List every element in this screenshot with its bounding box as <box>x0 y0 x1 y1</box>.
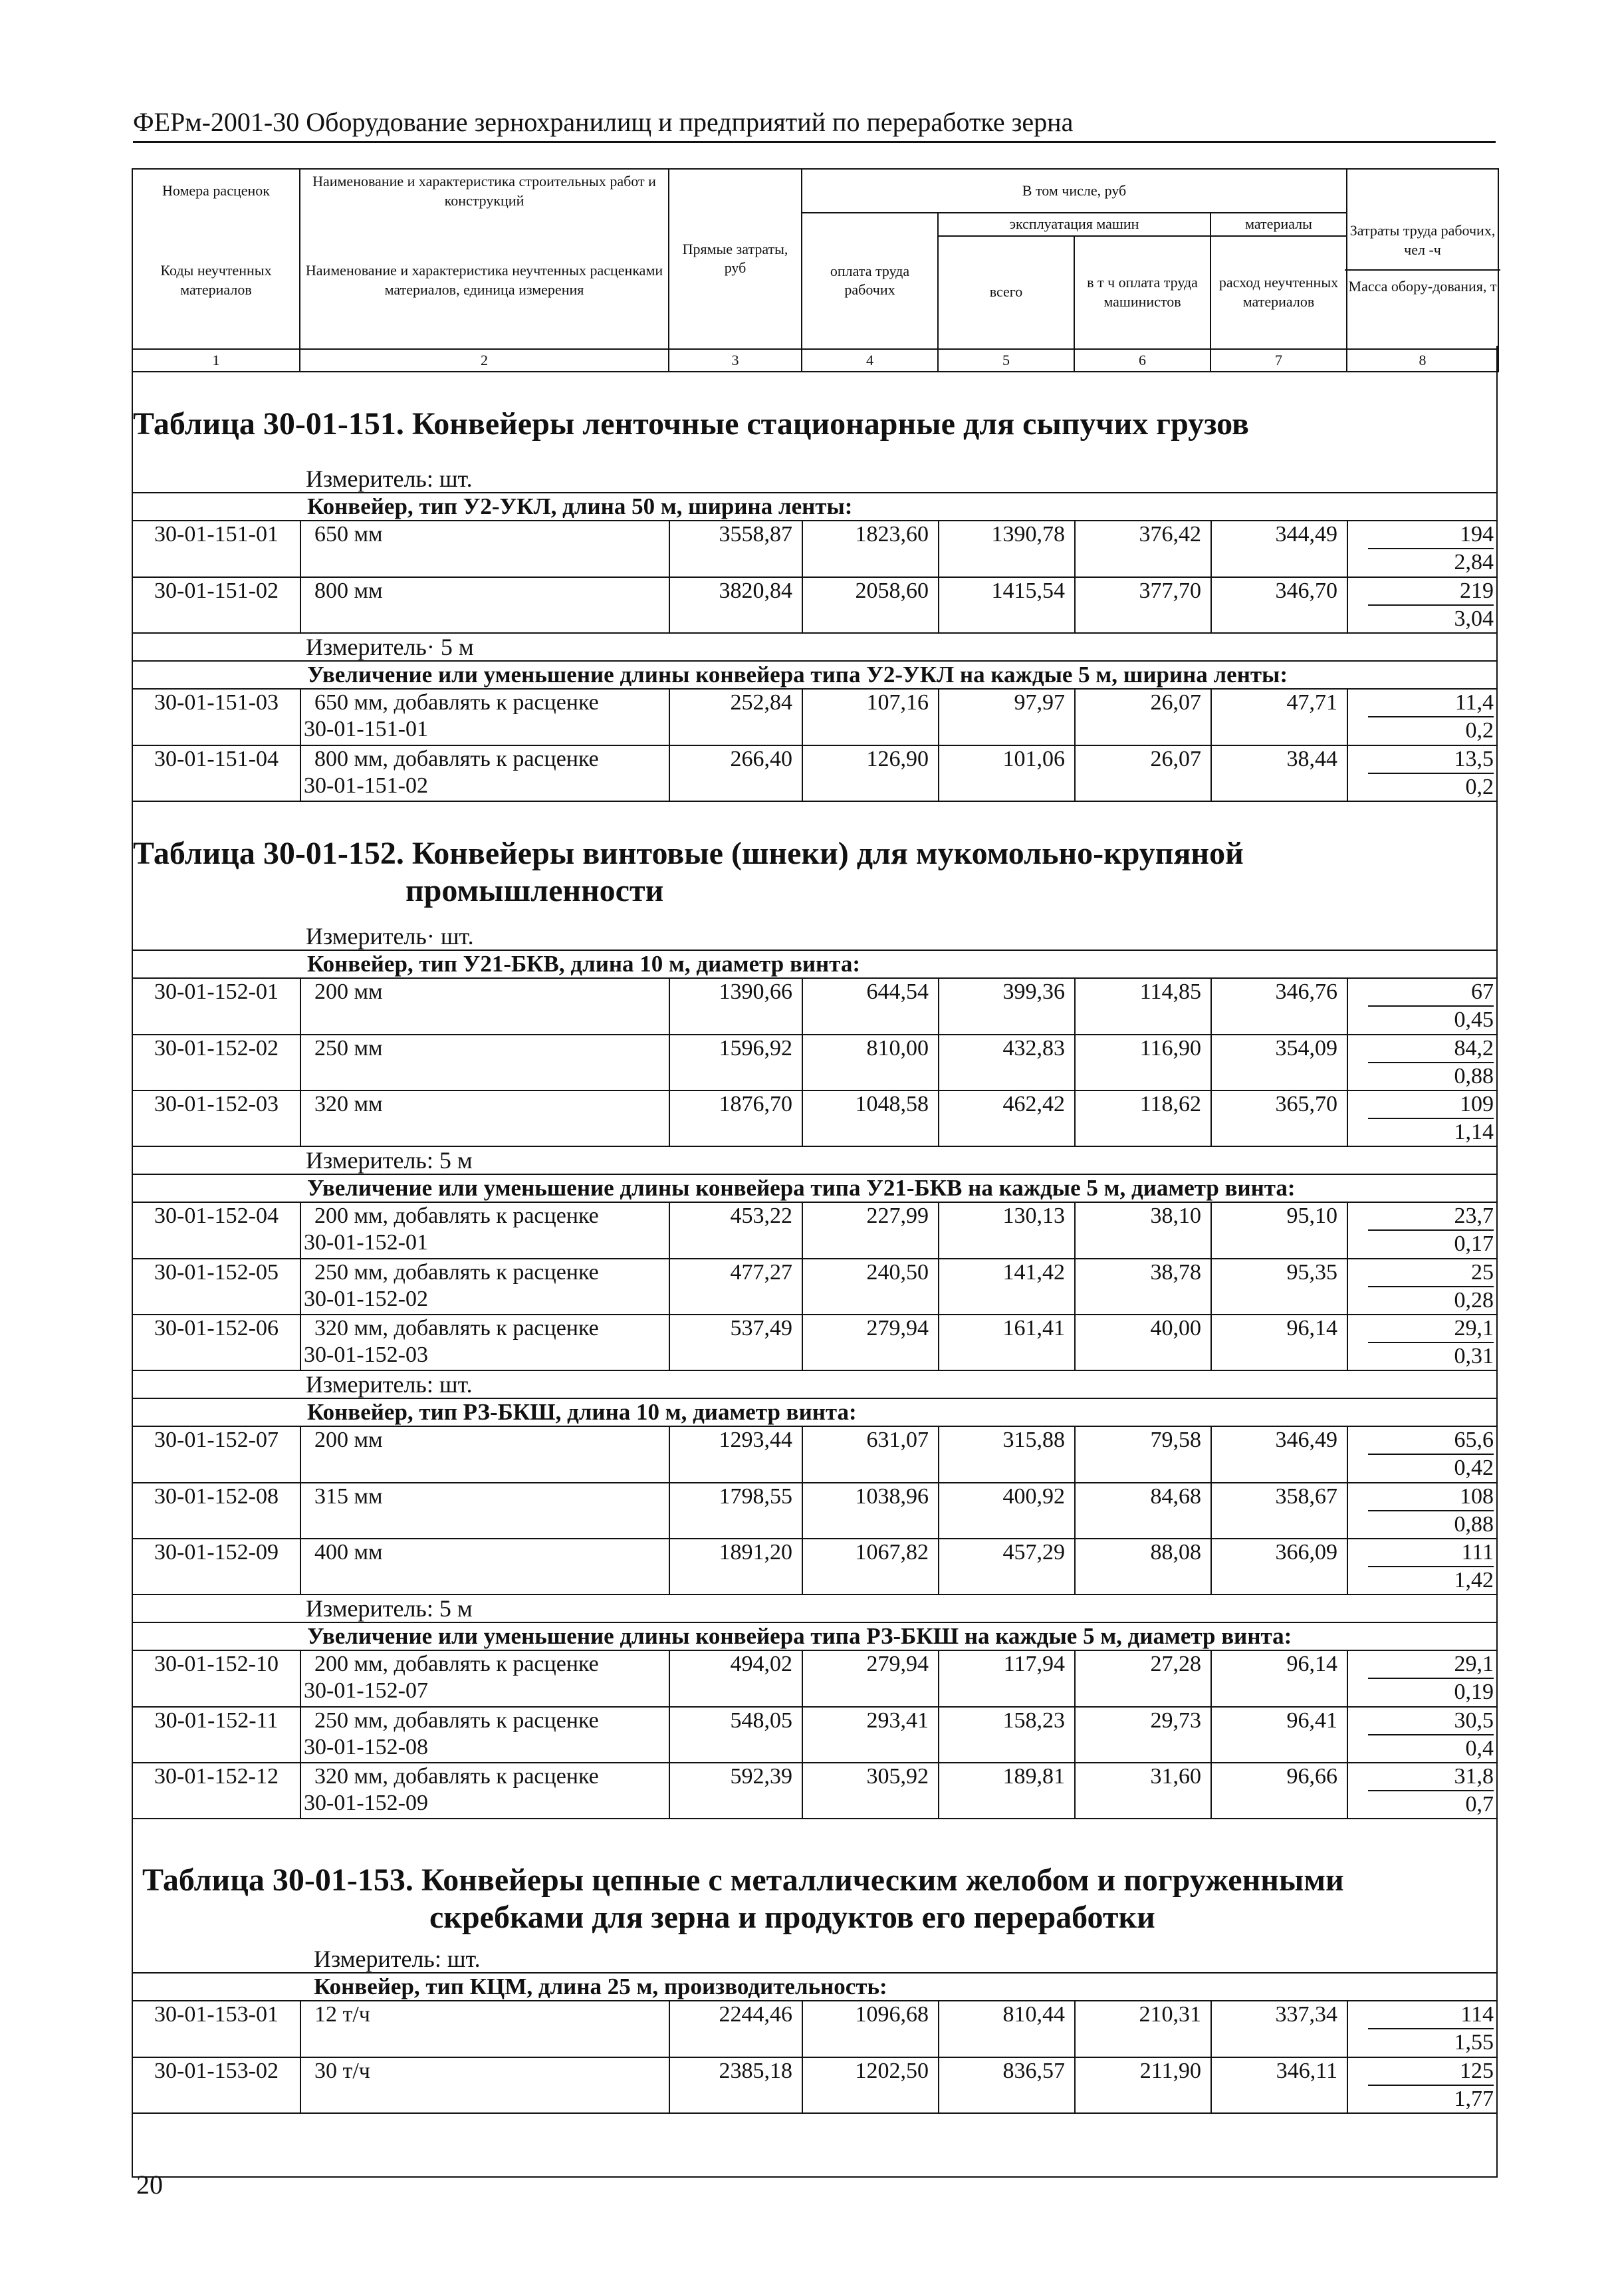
operator-pay: 31,60 <box>1075 1763 1211 1819</box>
machines-total: 141,42 <box>939 1259 1075 1315</box>
labor-and-mass: 30,5 0,4 <box>1347 1707 1498 1763</box>
worker-pay: 279,94 <box>802 1651 939 1707</box>
rate-name: 30 т/ч <box>300 2057 669 2113</box>
operator-pay: 26,07 <box>1075 745 1211 801</box>
rates-table <box>133 1203 1498 1371</box>
group-title: Конвейер, тип У2-УКЛ, длина 50 м, ширина ленты: <box>133 492 1496 521</box>
rate-code: 30-01-152-01 <box>133 979 300 1035</box>
direct-costs: 1876,70 <box>669 1090 802 1146</box>
rate-code: 30-01-152-04 <box>133 1203 300 1259</box>
materials-cost: 96,14 <box>1211 1315 1347 1370</box>
labor-and-mass: 65,6 0,42 <box>1347 1427 1498 1483</box>
materials-cost: 337,34 <box>1211 2001 1347 2057</box>
worker-pay: 305,92 <box>802 1763 939 1819</box>
table-row <box>133 1203 1498 1259</box>
worker-pay: 279,94 <box>802 1315 939 1370</box>
rate-code: 30-01-151-04 <box>133 745 300 801</box>
direct-costs: 1390,66 <box>669 979 802 1035</box>
labor-and-mass: 23,7 0,17 <box>1347 1203 1498 1259</box>
rate-name: 200 мм, добавлять к расценке 30-01-152-07 <box>300 1651 669 1707</box>
rate-name: 800 мм <box>300 577 669 633</box>
rates-content <box>132 346 1498 2178</box>
materials-cost: 354,09 <box>1211 1035 1347 1090</box>
materials-cost: 47,71 <box>1211 690 1347 745</box>
labor-and-mass: 194 2,84 <box>1347 521 1498 577</box>
col-number-6: 6 <box>1074 349 1210 372</box>
header-worker-pay: оплата труда рабочих <box>802 213 938 349</box>
labor-and-mass: 29,1 0,31 <box>1347 1315 1498 1370</box>
direct-costs: 453,22 <box>669 1203 802 1259</box>
measure-label: Измеритель: 5 м <box>306 1595 473 1622</box>
labor-and-mass: 67 0,45 <box>1347 979 1498 1035</box>
rate-code: 30-01-151-01 <box>133 521 300 577</box>
materials-cost: 346,11 <box>1211 2057 1347 2113</box>
rate-name: 250 мм, добавлять к расценке 30-01-152-08 <box>300 1707 669 1763</box>
rate-name: 250 мм, добавлять к расценке 30-01-152-02 <box>300 1259 669 1315</box>
rate-name: 250 мм <box>300 1035 669 1090</box>
labor-and-mass: 11,4 0,2 <box>1347 690 1498 745</box>
direct-costs: 2244,46 <box>669 2001 802 2057</box>
operator-pay: 114,85 <box>1075 979 1211 1035</box>
machines-total: 130,13 <box>939 1203 1075 1259</box>
operator-pay: 84,68 <box>1075 1483 1211 1539</box>
rate-code: 30-01-152-08 <box>133 1483 300 1539</box>
direct-costs: 537,49 <box>669 1315 802 1370</box>
rate-name: 200 мм <box>300 1427 669 1483</box>
rate-code: 30-01-152-02 <box>133 1035 300 1090</box>
operator-pay: 40,00 <box>1075 1315 1211 1370</box>
group-title: Увеличение или уменьшение длины конвейера типа У2-УКЛ на каждые 5 м, ширина ленты: <box>133 660 1496 690</box>
labor-and-mass: 108 0,88 <box>1347 1483 1498 1539</box>
direct-costs: 494,02 <box>669 1651 802 1707</box>
rate-name: 800 мм, добавлять к расценке 30-01-151-02 <box>300 745 669 801</box>
header-machines: эксплуатация машин <box>938 213 1210 236</box>
group-title: Конвейер, тип РЗ-БКШ, длина 10 м, диаметр винта: <box>133 1398 1496 1427</box>
worker-pay: 1202,50 <box>802 2057 939 2113</box>
operator-pay: 29,73 <box>1075 1707 1211 1763</box>
col-number-7: 7 <box>1210 349 1347 372</box>
table-151-title: Таблица 30-01-151. Конвейеры ленточные стационарные для сыпучих грузов <box>133 406 1249 442</box>
labor-and-mass: 114 1,55 <box>1347 2001 1498 2057</box>
labor-and-mass: 111 1,42 <box>1347 1539 1498 1594</box>
direct-costs: 1798,55 <box>669 1483 802 1539</box>
operator-pay: 88,08 <box>1075 1539 1211 1594</box>
header-materials: материалы <box>1210 213 1347 236</box>
table-153-title: Таблица 30-01-153. Конвейеры цепные с металлическим желобом и погруженными скребками для зерна и продуктов его переработки <box>142 1862 1344 1935</box>
table-row <box>133 979 1498 1035</box>
operator-pay: 116,90 <box>1075 1035 1211 1090</box>
rate-code: 30-01-151-02 <box>133 577 300 633</box>
worker-pay: 810,00 <box>802 1035 939 1090</box>
machines-total: 1415,54 <box>939 577 1075 633</box>
measure-label: Измеритель: 5 м <box>306 1147 473 1174</box>
machines-total: 810,44 <box>939 2001 1075 2057</box>
rate-name: 400 мм <box>300 1539 669 1594</box>
rate-code: 30-01-152-03 <box>133 1090 300 1146</box>
rate-code: 30-01-152-07 <box>133 1427 300 1483</box>
column-header <box>132 168 1499 372</box>
running-head: ФЕРм-2001-30 Оборудование зернохранилищ и предприятий по переработке зерна <box>133 107 1074 137</box>
rates-table <box>133 2001 1498 2114</box>
col-number-5: 5 <box>938 349 1074 372</box>
direct-costs: 1891,20 <box>669 1539 802 1594</box>
rate-name: 12 т/ч <box>300 2001 669 2057</box>
rate-name: 320 мм, добавлять к расценке 30-01-152-09 <box>300 1763 669 1819</box>
col-number-2: 2 <box>300 349 669 372</box>
header-rate-numbers: Номера расценок <box>132 169 300 213</box>
direct-costs: 252,84 <box>669 690 802 745</box>
operator-pay: 210,31 <box>1075 2001 1211 2057</box>
group-title: Конвейер, тип КЦМ, длина 25 м, производительность: <box>133 1972 1496 2001</box>
operator-pay: 377,70 <box>1075 577 1211 633</box>
table-row <box>133 1651 1498 1707</box>
materials-cost: 366,09 <box>1211 1539 1347 1594</box>
worker-pay: 1096,68 <box>802 2001 939 2057</box>
worker-pay: 293,41 <box>802 1707 939 1763</box>
table-row <box>133 2057 1498 2113</box>
header-labor-costs: Затраты труда рабочих, чел -ч <box>1349 222 1496 258</box>
rate-name: 200 мм, добавлять к расценке 30-01-152-01 <box>300 1203 669 1259</box>
materials-cost: 96,14 <box>1211 1651 1347 1707</box>
worker-pay: 227,99 <box>802 1203 939 1259</box>
col-number-1: 1 <box>132 349 300 372</box>
machines-total: 1390,78 <box>939 521 1075 577</box>
operator-pay: 38,10 <box>1075 1203 1211 1259</box>
operator-pay: 27,28 <box>1075 1651 1211 1707</box>
measure-label: Измеритель: шт. <box>314 1946 481 1972</box>
labor-and-mass: 219 3,04 <box>1347 577 1498 633</box>
materials-cost: 344,49 <box>1211 521 1347 577</box>
labor-and-mass: 29,1 0,19 <box>1347 1651 1498 1707</box>
col-number-3: 3 <box>669 349 802 372</box>
table-row <box>133 1763 1498 1819</box>
direct-costs: 548,05 <box>669 1707 802 1763</box>
group-title: Увеличение или уменьшение длины конвейера типа У21-БКВ на каждые 5 м, диаметр винта: <box>133 1174 1496 1203</box>
direct-costs: 3558,87 <box>669 521 802 577</box>
machines-total: 836,57 <box>939 2057 1075 2113</box>
labor-and-mass: 125 1,77 <box>1347 2057 1498 2113</box>
measure-label: Измеритель: шт. <box>306 1371 473 1398</box>
table-row <box>133 1259 1498 1315</box>
materials-cost: 96,66 <box>1211 1763 1347 1819</box>
direct-costs: 1596,92 <box>669 1035 802 1090</box>
materials-cost: 365,70 <box>1211 1090 1347 1146</box>
table-152-title: Таблица 30-01-152. Конвейеры винтовые (шнеки) для мукомольно-крупяной промышленности <box>133 836 1244 908</box>
rates-table <box>133 521 1498 634</box>
measure-label: Измеритель: шт. <box>306 465 473 492</box>
worker-pay: 1048,58 <box>802 1090 939 1146</box>
rate-code: 30-01-152-09 <box>133 1539 300 1594</box>
materials-cost: 346,70 <box>1211 577 1347 633</box>
worker-pay: 644,54 <box>802 979 939 1035</box>
materials-cost: 346,76 <box>1211 979 1347 1035</box>
machines-total: 399,36 <box>939 979 1075 1035</box>
rate-code: 30-01-152-12 <box>133 1763 300 1819</box>
table-row <box>133 521 1498 577</box>
machines-total: 400,92 <box>939 1483 1075 1539</box>
header-labor <box>1347 169 1498 349</box>
labor-and-mass: 13,5 0,2 <box>1347 745 1498 801</box>
machines-total: 158,23 <box>939 1707 1075 1763</box>
direct-costs: 592,39 <box>669 1763 802 1819</box>
table-row <box>133 1427 1498 1483</box>
table-row <box>133 745 1498 801</box>
rate-code: 30-01-153-01 <box>133 2001 300 2057</box>
operator-pay: 79,58 <box>1075 1427 1211 1483</box>
machines-total: 189,81 <box>939 1763 1075 1819</box>
materials-cost: 38,44 <box>1211 745 1347 801</box>
rate-code: 30-01-152-11 <box>133 1707 300 1763</box>
rate-code: 30-01-151-03 <box>133 690 300 745</box>
header-equipment-mass: Масса обору-дования, т <box>1345 269 1500 297</box>
worker-pay: 1067,82 <box>802 1539 939 1594</box>
operator-pay: 211,90 <box>1075 2057 1211 2113</box>
direct-costs: 266,40 <box>669 745 802 801</box>
labor-and-mass: 84,2 0,88 <box>1347 1035 1498 1090</box>
table-row <box>133 1315 1498 1370</box>
machines-total: 101,06 <box>939 745 1075 801</box>
header-including: В том числе, руб <box>802 169 1347 213</box>
table-row <box>133 1483 1498 1539</box>
table-row <box>133 690 1498 745</box>
worker-pay: 240,50 <box>802 1259 939 1315</box>
labor-and-mass: 25 0,28 <box>1347 1259 1498 1315</box>
direct-costs: 477,27 <box>669 1259 802 1315</box>
header-work-name: Наименование и характеристика строительных работ и конструкций <box>300 169 669 213</box>
direct-costs: 3820,84 <box>669 577 802 633</box>
header-total: всего <box>938 236 1074 349</box>
materials-cost: 96,41 <box>1211 1707 1347 1763</box>
operator-pay: 376,42 <box>1075 521 1211 577</box>
labor-and-mass: 109 1,14 <box>1347 1090 1498 1146</box>
rate-name: 320 мм, добавлять к расценке 30-01-152-03 <box>300 1315 669 1370</box>
direct-costs: 1293,44 <box>669 1427 802 1483</box>
operator-pay: 38,78 <box>1075 1259 1211 1315</box>
machines-total: 315,88 <box>939 1427 1075 1483</box>
worker-pay: 2058,60 <box>802 577 939 633</box>
operator-pay: 118,62 <box>1075 1090 1211 1146</box>
rate-code: 30-01-153-02 <box>133 2057 300 2113</box>
header-direct-costs: Прямые затраты, руб <box>669 169 802 349</box>
group-title: Конвейер, тип У21-БКВ, длина 10 м, диаметр винта: <box>133 950 1496 979</box>
machines-total: 161,41 <box>939 1315 1075 1370</box>
rates-table <box>133 1651 1498 1819</box>
rate-name: 650 мм <box>300 521 669 577</box>
rate-name: 200 мм <box>300 979 669 1035</box>
measure-label: Измеритель· 5 м <box>306 634 474 660</box>
rate-code: 30-01-152-10 <box>133 1651 300 1707</box>
labor-and-mass: 31,8 0,7 <box>1347 1763 1498 1819</box>
header-operator-pay: в т ч оплата труда машинистов <box>1074 236 1210 349</box>
operator-pay: 26,07 <box>1075 690 1211 745</box>
machines-total: 462,42 <box>939 1090 1075 1146</box>
rate-name: 315 мм <box>300 1483 669 1539</box>
table-row <box>133 577 1498 633</box>
rate-name: 650 мм, добавлять к расценке 30-01-151-01 <box>300 690 669 745</box>
page-number: 20 <box>136 2170 163 2200</box>
rates-table <box>133 1427 1498 1595</box>
materials-cost: 95,10 <box>1211 1203 1347 1259</box>
header-material-use: расход неучтенных материалов <box>1210 236 1347 349</box>
machines-total: 457,29 <box>939 1539 1075 1594</box>
table-row <box>133 1090 1498 1146</box>
worker-pay: 1038,96 <box>802 1483 939 1539</box>
header-material-codes: Коды неучтенных материалов <box>132 213 300 349</box>
worker-pay: 107,16 <box>802 690 939 745</box>
rates-table <box>133 979 1498 1147</box>
direct-costs: 2385,18 <box>669 2057 802 2113</box>
group-title: Увеличение или уменьшение длины конвейера типа РЗ-БКШ на каждые 5 м, диаметр винта: <box>133 1622 1496 1651</box>
machines-total: 432,83 <box>939 1035 1075 1090</box>
materials-cost: 358,67 <box>1211 1483 1347 1539</box>
rates-table <box>133 690 1498 802</box>
head-rule <box>133 141 1496 143</box>
table-row <box>133 1539 1498 1594</box>
rate-code: 30-01-152-05 <box>133 1259 300 1315</box>
col-number-4: 4 <box>802 349 938 372</box>
materials-cost: 95,35 <box>1211 1259 1347 1315</box>
machines-total: 117,94 <box>939 1651 1075 1707</box>
rate-code: 30-01-152-06 <box>133 1315 300 1370</box>
table-row <box>133 1707 1498 1763</box>
table-row <box>133 2001 1498 2057</box>
header-material-name: Наименование и характеристика неучтенных расценками материалов, единица измерения <box>300 213 669 349</box>
rate-name: 320 мм <box>300 1090 669 1146</box>
col-number-8: 8 <box>1347 349 1498 372</box>
worker-pay: 1823,60 <box>802 521 939 577</box>
measure-label: Измеритель· шт. <box>306 923 474 950</box>
table-row <box>133 1035 1498 1090</box>
worker-pay: 126,90 <box>802 745 939 801</box>
machines-total: 97,97 <box>939 690 1075 745</box>
worker-pay: 631,07 <box>802 1427 939 1483</box>
materials-cost: 346,49 <box>1211 1427 1347 1483</box>
